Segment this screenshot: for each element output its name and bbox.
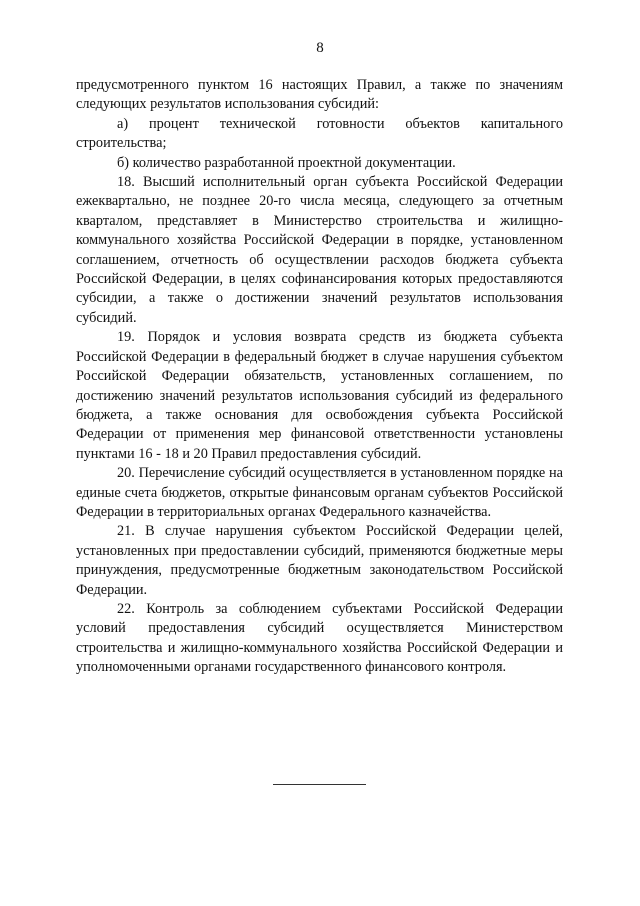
paragraph-20: 20. Перечисление субсидий осуществляется в установленном порядке на единые счета бюджетов, открытые финансовым органам субъектов Российской Федерации в территориальных органах Федерального казначейства. [76,465,563,520]
paragraph-item-b: б) количество разработанной проектной документации. [117,154,456,171]
paragraph-22: 22. Контроль за соблюдением субъектами Российской Федерации условий предоставления субсидий осуществляется Министерством строительства и жилищно-коммунального хозяйства Российской Федерации и уполномоченными органами государственного финансового контроля. [76,600,563,676]
paragraph-continuation: предусмотренного пунктом 16 настоящих Правил, а также по значениям следующих результатов использования субсидий: [76,77,563,113]
end-separator-line [273,784,366,785]
paragraph-18: 18. Высший исполнительный орган субъекта Российской Федерации ежеквартально, не позднее 20-го числа месяца, следующего за отчетным кварталом, представляет в Министерство строительства и жилищно-коммунального хозяйства Российской Федерации в порядке, установленном соглашением, отчетность об осуществлении расходов бюджета субъекта Российской Федерации, в целях софинансирования которых предоставляются субсидии, а также о достижении значений результатов использования субсидий. [76,174,563,326]
paragraph-item-a: а) процент технической готовности объектов капитального строительства; [76,115,563,152]
paragraph-19: 19. Порядок и условия возврата средств из бюджета субъекта Российской Федерации в федеральный бюджет в случае нарушения субъектом Российской Федерации обязательств, установленных соглашением, по достижению значений результатов использования субсидий из федерального бюджета, а также основания для освобождения субъекта Российской Федерации от применения мер финансовой ответственности установлены пунктами 16 - 18 и 20 Правил предоставления субсидий. [76,329,563,462]
paragraph-21: 21. В случае нарушения субъектом Российской Федерации целей, установленных при предоставлении субсидий, применяются бюджетные меры принуждения, предусмотренные бюджетным законодательством Российской Федерации. [76,523,563,598]
page-number: 8 [316,40,324,56]
document-body [76,76,563,678]
